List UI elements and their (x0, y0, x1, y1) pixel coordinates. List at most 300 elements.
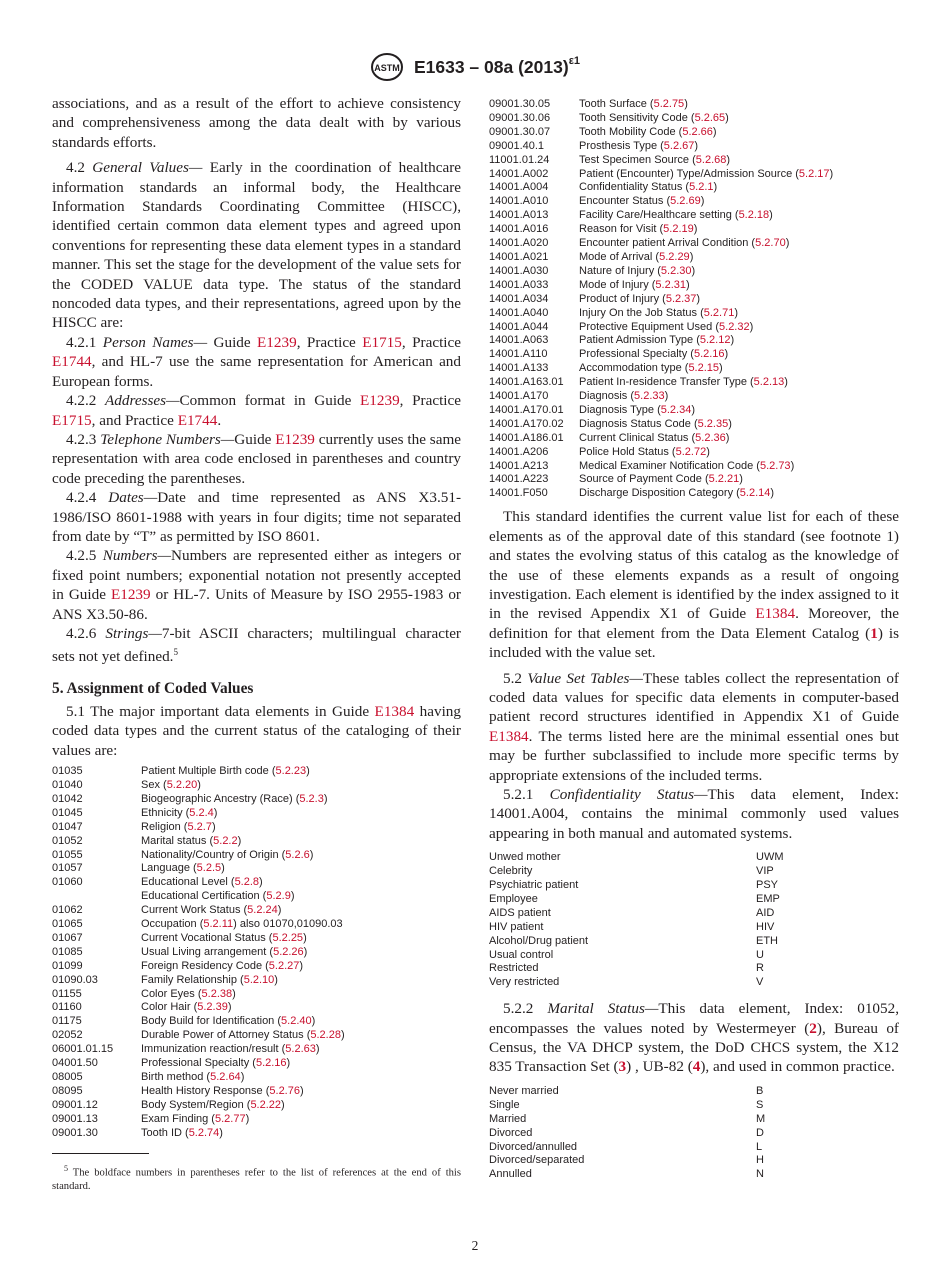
right-column (489, 94, 899, 1182)
section-ref-link[interactable]: 5.2.8 (234, 876, 260, 889)
section-ref-link[interactable]: 5.2.71 (703, 306, 735, 319)
code-row (489, 251, 899, 265)
section-ref-link[interactable]: 5.2.22 (250, 1098, 282, 1111)
element-description: Current Work Status (5.2.24) (141, 904, 282, 917)
section-4-2-2: 4.2.2 Addresses—Common format in Guide E1239, Practice E1715, and Practice E1744. (52, 392, 462, 429)
value-term: Divorced/annulled (489, 1140, 578, 1153)
value-term: Alcohol/Drug patient (489, 934, 589, 947)
section-ref-link[interactable]: 5.2.34 (660, 403, 692, 416)
value-row (489, 1099, 899, 1113)
element-index: 01040 (52, 778, 83, 791)
element-index (52, 890, 141, 904)
section-ref-link[interactable]: 5.2.14 (739, 487, 771, 500)
element-description: Tooth Surface (5.2.75) (579, 98, 688, 110)
element-index: 09001.12 (52, 1098, 98, 1111)
value-row (489, 1154, 899, 1168)
code-row (489, 126, 899, 140)
section-4-2-6: 4.2.6 Strings—7-bit ASCII characters; multilingual character sets not yet defined.$^5$ (52, 624, 461, 666)
element-description: Encounter Status (5.2.69) (579, 195, 705, 208)
code-row (489, 446, 899, 460)
code-row (489, 209, 899, 223)
value-row (489, 1127, 899, 1141)
footnote: $^5$ The boldface numbers in parentheses refer to the list of references at the end of this standard. (52, 1164, 461, 1192)
section-ref-link[interactable]: 5.2.36 (695, 431, 726, 444)
element-index: 14001.A034 (489, 292, 549, 305)
code-row (52, 988, 461, 1002)
element-description: Body System/Region (5.2.22) (141, 1098, 285, 1111)
element-description: Biogeographic Ancestry (Race) (5.2.3) (141, 792, 328, 805)
code-row (52, 1029, 461, 1043)
section-ref-link[interactable]: 5.2.24 (247, 904, 278, 917)
svg-text:ASTM: ASTM (374, 63, 400, 73)
marital-status-table (489, 1085, 899, 1182)
element-description: Professional Specialty (5.2.16) (579, 348, 729, 361)
section-ref-link[interactable]: 5.2.77 (214, 1112, 246, 1125)
element-description: Patient In-residence Transfer Type (5.2.13) (579, 376, 788, 389)
section-ref-link[interactable]: 5.2.16 (693, 348, 725, 361)
element-description: Health History Response (5.2.76) (141, 1084, 304, 1097)
code-row (52, 835, 461, 849)
code-row (52, 946, 461, 960)
code-row (489, 307, 899, 321)
element-index: 01047 (52, 820, 83, 833)
element-description: Nationality/Country of Origin (5.2.6) (141, 848, 314, 861)
code-row (52, 1057, 461, 1071)
section-5-2-1: 5.2.1 Confidentiality Status—This data element, Index: 14001.A004, contains the minimal commonly used values appearing in both manual and automated systems. (489, 785, 899, 842)
code-row (52, 1043, 461, 1057)
element-index: 04001.50 (52, 1057, 98, 1070)
code-row (489, 362, 899, 376)
element-index: 14001.A110 (489, 348, 548, 361)
value-row (489, 851, 899, 865)
section-ref-link[interactable]: 5.2.28 (310, 1029, 341, 1042)
element-index: 06001.01.15 (52, 1043, 114, 1056)
value-term: Restricted (489, 962, 539, 975)
element-description: Usual Living arrangement (5.2.26) (141, 945, 308, 958)
code-row (489, 487, 899, 501)
element-index: 14001.A206 (489, 445, 549, 458)
element-description: Facility Care/Healthcare setting (5.2.18) (579, 209, 773, 222)
page-number: 2 (471, 1238, 479, 1253)
code-row (489, 154, 899, 168)
ref-link[interactable]: E1384 (489, 727, 529, 745)
element-description: Diagnosis (5.2.33) (579, 390, 669, 403)
section-ref-link[interactable]: 5.2.75 (653, 98, 685, 110)
value-term: Usual control (489, 948, 554, 961)
code-row (52, 1001, 461, 1015)
code-row (52, 960, 461, 974)
section-ref-link[interactable]: 5.2.63 (285, 1043, 316, 1056)
section-ref-link[interactable]: 5.2.3 (299, 792, 324, 805)
code-row (52, 1127, 461, 1141)
element-index: 14001.A033 (489, 278, 549, 291)
section-ref-link[interactable]: 5.2.72 (675, 445, 707, 458)
section-ref-link[interactable]: 5.2.76 (269, 1084, 300, 1097)
value-code: V (756, 976, 764, 989)
element-index: 09001.30.05 (489, 98, 551, 110)
element-index: 14001.A016 (489, 223, 549, 236)
element-description: Discharge Disposition Category (5.2.14) (579, 487, 775, 500)
element-description: Family Relationship (5.2.10) (141, 973, 278, 986)
element-description: Foreign Residency Code (5.2.27) (141, 959, 304, 972)
value-row (489, 893, 899, 907)
element-description: Accommodation type (5.2.15) (579, 362, 723, 375)
section-ref-link[interactable]: 5.2.40 (281, 1015, 312, 1028)
value-code: S (756, 1098, 764, 1111)
section-ref-link[interactable]: 5.2.2 (213, 834, 238, 847)
element-index: 14001.A213 (489, 459, 549, 472)
value-term: Divorced (489, 1126, 533, 1139)
section-5-2-2: 5.2.2 Marital Status—This data element, Index: 01052, encompasses the values noted by Westermeyer (2), Bureau of Census, the VA DHCP system, the DoD CHCS system, the X12 835 Transaction Set (3) , UB-82 (4), and used in common practice. (489, 1000, 900, 1076)
element-description: Nature of Injury (5.2.30) (579, 264, 696, 277)
element-index: 09001.30 (52, 1126, 98, 1139)
value-code: D (756, 1126, 764, 1139)
code-row (52, 779, 461, 793)
code-row (489, 432, 899, 446)
code-row (52, 821, 461, 835)
code-row (52, 890, 461, 904)
element-description: Language (5.2.5) (141, 862, 225, 875)
element-index: 09001.30.06 (489, 111, 551, 124)
confidentiality-table (489, 851, 899, 990)
section-ref-link[interactable]: 5.2.10 (243, 973, 275, 986)
left-column (52, 94, 461, 1141)
ref-link[interactable]: E1744 (52, 353, 92, 371)
section-ref-link[interactable]: 5.2.26 (273, 945, 304, 958)
code-row (52, 974, 461, 988)
code-row (52, 1099, 461, 1113)
ref-link[interactable]: E1384 (755, 605, 796, 623)
section-ref-link[interactable]: 5.2.23 (275, 765, 307, 778)
value-row (489, 949, 899, 963)
element-code-list (489, 98, 899, 501)
element-index: 14001.F050 (489, 487, 548, 500)
section-ref-link[interactable]: 5.2.69 (670, 195, 701, 208)
section-ref-link[interactable]: 5.2.67 (663, 139, 695, 152)
element-description: Educational Level (5.2.8) (141, 876, 263, 889)
code-row (489, 265, 899, 279)
code-row (489, 348, 899, 362)
element-description: Current Clinical Status (5.2.36) (579, 431, 730, 444)
element-index: 01090.03 (52, 973, 98, 986)
section-ref-link[interactable]: 5.2.65 (694, 111, 726, 124)
code-row (52, 807, 461, 821)
ref-link[interactable]: E1239 (360, 392, 400, 410)
value-list-paragraph: This standard identifies the current value list for each of these elements as of the approval date of this standard (see footnote 1) and states the evolving status of this catalog as the knowledge of the use of these elements expands as a result of ongoing investigation. Each element is identified by the index assigned to it in the revised Appendix X1 of Guide E1384. Moreover, the definition for that element from the Data Element Catalog (1) is included with the value set. (489, 508, 899, 662)
element-description: Occupation (5.2.11) also 01070,01090.03 (141, 918, 343, 931)
element-description: Marital status (5.2.2) (141, 834, 242, 847)
page-header (0, 52, 950, 82)
element-description: Patient Admission Type (5.2.12) (579, 334, 735, 347)
section-ref-link[interactable]: 5.2.64 (210, 1071, 241, 1083)
code-row (52, 1071, 461, 1085)
footnote-divider (52, 1153, 149, 1154)
element-index: 01085 (52, 945, 83, 958)
element-index: 14001.A021 (489, 250, 549, 263)
section-ref-link[interactable]: 5.2.18 (738, 209, 770, 222)
value-code: VIP (756, 865, 774, 878)
element-description: Tooth ID (5.2.74) (141, 1126, 223, 1139)
ref-link[interactable]: E1384 (374, 702, 415, 720)
value-term: Single (489, 1098, 520, 1111)
value-code: ETH (756, 934, 778, 947)
element-index: 14001.A013 (489, 209, 549, 222)
value-row (489, 1085, 899, 1099)
element-index: 14001.A223 (489, 473, 549, 486)
element-description: Current Vocational Status (5.2.25) (141, 931, 307, 944)
value-term: Very restricted (489, 976, 560, 989)
section-ref-link[interactable]: 5.2.35 (697, 417, 729, 430)
section-ref-link[interactable]: 5.2.5 (196, 862, 222, 875)
element-index: 01175 (52, 1015, 82, 1028)
code-row (489, 404, 899, 418)
element-description: Test Specimen Source (5.2.68) (579, 153, 731, 166)
value-row (489, 907, 899, 921)
section-ref-link[interactable]: 5.2.9 (266, 890, 291, 903)
value-term: Psychiatric patient (489, 879, 579, 891)
section-4-2-4: 4.2.4 Dates—Date and time represented as ANS X3.51-1986/ISO 8601-1988 with years in four digits; time not separated from date by “T” as permitted by ISO 8601. (52, 489, 461, 545)
element-index: 01035 (52, 765, 83, 778)
section-ref-link[interactable]: 5.2.25 (272, 931, 304, 944)
section-4-2: 4.2 General Values— Early in the coordination of healthcare information standards an informal body, the Healthcare Information Standards Coordinating Committee (HISCC), identified certain common data element types and agreed upon conventions for representing these data element types in a standard manner. This set the stage for the development of the value sets for the CODED VALUE data type. The status of the standard noncoded data types, and their representations, agreed upon by the HISCC are: (52, 159, 462, 332)
code-row (52, 793, 461, 807)
value-code: B (756, 1084, 764, 1097)
value-term: AIDS patient (489, 906, 551, 919)
code-row (489, 376, 899, 390)
code-row (489, 293, 899, 307)
element-description: Durable Power of Attorney Status (5.2.28) (141, 1029, 345, 1042)
element-index: 01067 (52, 931, 83, 944)
element-description: Protective Equipment Used (5.2.32) (579, 320, 754, 333)
element-description: Police Hold Status (5.2.72) (579, 445, 710, 458)
element-description: Color Eyes (5.2.38) (141, 987, 236, 1000)
value-row (489, 962, 899, 976)
document-title: E1633 – 08a $(2013)^{\varepsilon 1}$ (413, 54, 581, 77)
code-row (489, 140, 899, 154)
code-row (52, 876, 461, 890)
element-index: 14001.A044 (489, 320, 549, 333)
section-ref-link[interactable]: 5.2.38 (201, 987, 233, 1000)
element-description: Exam Finding (5.2.77) (141, 1112, 250, 1125)
value-code: H (756, 1154, 764, 1167)
section-ref-link[interactable]: 5.2.31 (655, 278, 687, 291)
code-row (489, 321, 899, 335)
astm-logo-icon (370, 52, 404, 82)
element-index: 14001.A170 (489, 390, 549, 403)
element-description: Educational Certification (5.2.9) (141, 890, 295, 903)
section-4-2-3: 4.2.3 Telephone Numbers—Guide E1239 currently uses the same representation with area code enclosed in parentheses and country code preceding the parentheses. (52, 430, 461, 487)
element-index: 01065 (52, 918, 83, 931)
section-ref-link[interactable]: 5.2.1 (689, 181, 714, 194)
code-row (52, 849, 461, 863)
section-4-2-5: 4.2.5 Numbers—Numbers are represented either as integers or fixed point numbers; exponential notation not presently accepted in Guide E1239 or HL-7. Units of Measure by ISO 2955-1983 or ANS X3.50-86. (52, 547, 461, 623)
value-term: Celebrity (489, 865, 533, 878)
section-ref-link[interactable]: 5.2.27 (268, 959, 300, 972)
element-index: 14001.A170.02 (489, 417, 564, 430)
element-index: 08005 (52, 1071, 83, 1083)
element-index: 01160 (52, 1001, 82, 1014)
element-index: 14001.A040 (489, 306, 549, 319)
section-ref-link[interactable]: 5.2.70 (755, 237, 786, 250)
code-row (489, 181, 899, 195)
section-4-2-1: 4.2.1 Person Names— Guide E1239, Practice E1715, Practice E1744, and HL-7 use the same representation for American and European forms. (52, 333, 461, 390)
code-row (52, 918, 461, 932)
element-index: 01045 (52, 806, 83, 819)
value-term: Divorced/separated (489, 1154, 585, 1167)
ref-link[interactable]: E1239 (275, 430, 315, 448)
section-5-1: 5.1 The major important data elements in Guide E1384 having coded data types and the current status of the cataloging of their values are: (52, 702, 461, 759)
element-code-list (52, 765, 461, 1140)
element-description: Sex (5.2.20) (141, 778, 201, 791)
ref-link[interactable]: 4 (692, 1058, 701, 1076)
section-ref-link[interactable]: 5.2.4 (189, 806, 214, 819)
section-ref-link[interactable]: 5.2.7 (187, 820, 212, 833)
element-description: Birth method (5.2.64) (141, 1071, 245, 1083)
element-index: 09001.13 (52, 1112, 98, 1125)
ref-link[interactable]: 1 (870, 624, 878, 642)
value-row (489, 865, 899, 879)
element-description: Source of Payment Code (5.2.21) (579, 473, 743, 486)
element-description: Diagnosis Status Code (5.2.35) (579, 417, 732, 430)
code-row (489, 98, 899, 112)
code-row (489, 473, 899, 487)
element-index: 14001.A010 (489, 195, 549, 208)
section-ref-link[interactable]: 5.2.33 (634, 390, 665, 403)
element-description: Product of Injury (5.2.37) (579, 292, 701, 305)
section-ref-link[interactable]: 5.2.74 (188, 1126, 220, 1139)
element-index: 01057 (52, 862, 83, 875)
element-description: Body Build for Identification (5.2.40) (141, 1015, 316, 1028)
element-index: 09001.30.07 (489, 125, 551, 138)
section-ref-link[interactable]: 5.2.20 (166, 778, 198, 791)
element-index: 14001.A163.01 (489, 376, 564, 389)
value-code: N (756, 1168, 764, 1181)
value-row (489, 935, 899, 949)
element-index: 01060 (52, 876, 83, 889)
element-index: 08095 (52, 1084, 83, 1097)
value-term: Annulled (489, 1168, 532, 1181)
value-code: R (756, 962, 764, 975)
code-row (52, 862, 461, 876)
section-ref-link[interactable]: 5.2.66 (682, 125, 713, 138)
element-index: 01042 (52, 792, 83, 805)
section-ref-link[interactable]: 5.2.21 (708, 473, 740, 486)
footnote-marker: 5 (173, 647, 178, 658)
ref-link[interactable]: E1744 (177, 411, 218, 429)
value-row (489, 879, 899, 893)
element-description: Color Hair (5.2.39) (141, 1001, 232, 1014)
element-index: 01055 (52, 848, 83, 861)
element-index: 14001.A002 (489, 167, 549, 180)
ref-link[interactable]: 3 (618, 1058, 627, 1076)
element-index: 14001.A170.01 (489, 403, 564, 416)
ref-link[interactable]: 2 (809, 1019, 817, 1037)
code-row (489, 279, 899, 293)
code-row (52, 1015, 461, 1029)
element-index: 14001.A020 (489, 237, 549, 250)
element-description: Professional Specialty (5.2.16) (141, 1057, 291, 1070)
element-description: Patient (Encounter) Type/Admission Source (5.2.17) (579, 167, 834, 180)
section-ref-link[interactable]: 5.2.15 (688, 362, 720, 375)
element-index: 01062 (52, 904, 83, 917)
element-description: Confidentiality Status (5.2.1) (579, 181, 718, 194)
code-row (489, 390, 899, 404)
section-ref-link[interactable]: 5.2.19 (663, 223, 694, 236)
element-description: Immunization reaction/result (5.2.63) (141, 1043, 320, 1056)
element-description: Diagnosis Type (5.2.34) (579, 403, 695, 416)
section-ref-link[interactable]: 5.2.17 (798, 167, 830, 180)
element-description: Prosthesis Type (5.2.67) (579, 139, 699, 152)
value-code: PSY (756, 879, 779, 891)
value-code: M (756, 1112, 766, 1125)
value-row (489, 1168, 899, 1182)
element-description: Injury On the Job Status (5.2.71) (579, 306, 738, 319)
intro-paragraph: associations, and as a result of the effort to achieve consistency and comprehensiveness among the data dealt with by various standards efforts. (52, 95, 461, 151)
code-row (489, 195, 899, 209)
section-ref-link[interactable]: 5.2.13 (753, 376, 785, 389)
value-term: Never married (489, 1084, 559, 1097)
value-term: HIV patient (489, 920, 544, 933)
section-ref-link[interactable]: 5.2.12 (699, 334, 731, 347)
code-row (489, 223, 899, 237)
element-description: Patient Multiple Birth code (5.2.23) (141, 765, 310, 778)
element-index: 14001.A186.01 (489, 431, 564, 444)
ref-link[interactable]: E1239 (110, 586, 151, 604)
element-index: 14001.A030 (489, 264, 549, 277)
section-ref-link[interactable]: 5.2.16 (255, 1057, 287, 1070)
value-row (489, 1141, 899, 1155)
value-code: L (756, 1140, 763, 1153)
element-index: 01052 (52, 834, 83, 847)
ref-link[interactable]: E1715 (362, 333, 402, 351)
code-row (489, 168, 899, 182)
section-ref-link[interactable]: 5.2.73 (759, 459, 791, 472)
code-row (52, 904, 461, 918)
code-row (52, 932, 461, 946)
code-row (52, 1085, 461, 1099)
code-row (489, 460, 899, 474)
value-code: EMP (756, 892, 780, 905)
element-index: 14001.A063 (489, 334, 549, 347)
section-ref-link[interactable]: 5.2.32 (719, 320, 750, 333)
code-row (52, 765, 461, 779)
code-row (489, 418, 899, 432)
value-row (489, 921, 899, 935)
ref-link[interactable]: E1239 (257, 333, 297, 351)
section-ref-link[interactable]: 5.2.11 (203, 918, 234, 931)
section-ref-link[interactable]: 5.2.37 (665, 292, 697, 305)
section-ref-link[interactable]: 5.2.6 (285, 848, 310, 861)
element-index: 09001.40.1 (489, 139, 545, 152)
section-ref-link[interactable]: 5.2.29 (659, 250, 690, 263)
code-row (489, 112, 899, 126)
section-ref-link[interactable]: 5.2.30 (660, 264, 692, 277)
element-index: 01155 (52, 987, 82, 1000)
element-description: Ethnicity (5.2.4) (141, 806, 218, 819)
element-index: 14001.A004 (489, 181, 549, 194)
value-code: AID (756, 906, 775, 919)
element-description: Mode of Injury (5.2.31) (579, 278, 690, 291)
value-code: UWM (756, 851, 784, 864)
value-code: U (756, 948, 764, 961)
section-ref-link[interactable]: 5.2.68 (695, 153, 727, 166)
value-term: Employee (489, 892, 538, 905)
section-ref-link[interactable]: 5.2.39 (197, 1001, 228, 1014)
ref-link[interactable]: E1715 (52, 411, 92, 429)
element-description: Tooth Sensitivity Code (5.2.65) (579, 111, 729, 124)
section-5-heading: 5. Assignment of Coded Values (52, 679, 254, 697)
value-term: Unwed mother (489, 851, 561, 864)
